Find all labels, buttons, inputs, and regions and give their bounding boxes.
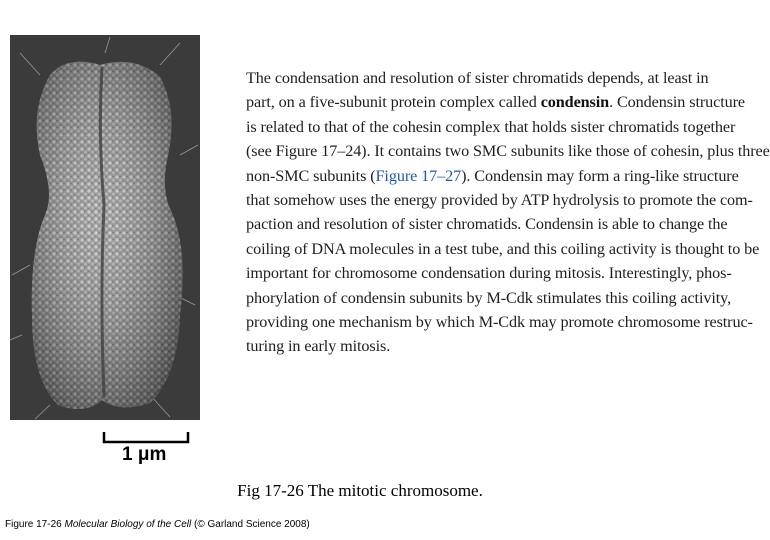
excerpt-line <box>246 90 745 114</box>
source-credit <box>5 519 310 530</box>
excerpt-line <box>246 286 732 310</box>
scale-bar-label: 1 μm <box>122 444 167 465</box>
excerpt-line <box>246 334 696 358</box>
scale-bar <box>103 432 189 444</box>
excerpt-text: ). Condensin may form a ring-like structure <box>461 166 739 185</box>
excerpt-line <box>246 115 736 139</box>
excerpt-text: important for chromosome condensation during mitosis. Interestingly, phos- <box>246 264 732 283</box>
chromosome-micrograph <box>10 35 200 420</box>
credit-publisher: (© Garland Science 2008) <box>194 519 310 530</box>
excerpt-line <box>246 139 770 163</box>
credit-book-title: Molecular Biology of the Cell <box>64 519 192 530</box>
excerpt-text: phorylation of condensin subunits by M-Cdk stimulates this coiling activity, <box>246 288 732 307</box>
textbook-excerpt <box>246 66 770 359</box>
excerpt-line <box>246 66 709 90</box>
excerpt-text: paction and resolution of sister chromatids. Condensin is able to change the <box>246 215 728 234</box>
excerpt-figure-reference: Figure 17–27 <box>375 166 462 185</box>
chromosome-image <box>10 35 200 420</box>
excerpt-line <box>246 310 753 334</box>
credit-figure-number: Figure 17-26 <box>5 519 62 530</box>
excerpt-text: part, on a five-subunit protein complex called <box>246 93 541 112</box>
excerpt-line <box>246 261 732 285</box>
excerpt-text: coiling of DNA molecules in a test tube, and this coiling activity is thought to be <box>246 239 760 258</box>
excerpt-line <box>246 212 728 236</box>
excerpt-text: . Condensin structure <box>609 93 745 112</box>
excerpt-text: providing one mechanism by which M-Cdk may promote chromosome restruc- <box>246 313 753 332</box>
excerpt-text: is related to that of the cohesin complex that holds sister chromatids together <box>246 117 736 136</box>
excerpt-text: non-SMC subunits ( <box>246 166 376 185</box>
excerpt-keyword: condensin <box>540 93 610 112</box>
excerpt-line <box>246 164 739 188</box>
excerpt-text: turing in early mitosis. <box>246 337 391 356</box>
excerpt-text: (see Figure 17–24). It contains two SMC subunits like those of cohesin, plus three <box>246 142 770 161</box>
excerpt-text: The condensation and resolution of sister chromatids depends, at least in <box>246 69 709 87</box>
figure-caption: Fig 17-26 The mitotic chromosome. <box>237 481 483 500</box>
excerpt-text: that somehow uses the energy provided by ATP hydrolysis to promote the com- <box>246 191 753 210</box>
excerpt-line <box>246 188 753 212</box>
excerpt-line <box>246 237 760 261</box>
